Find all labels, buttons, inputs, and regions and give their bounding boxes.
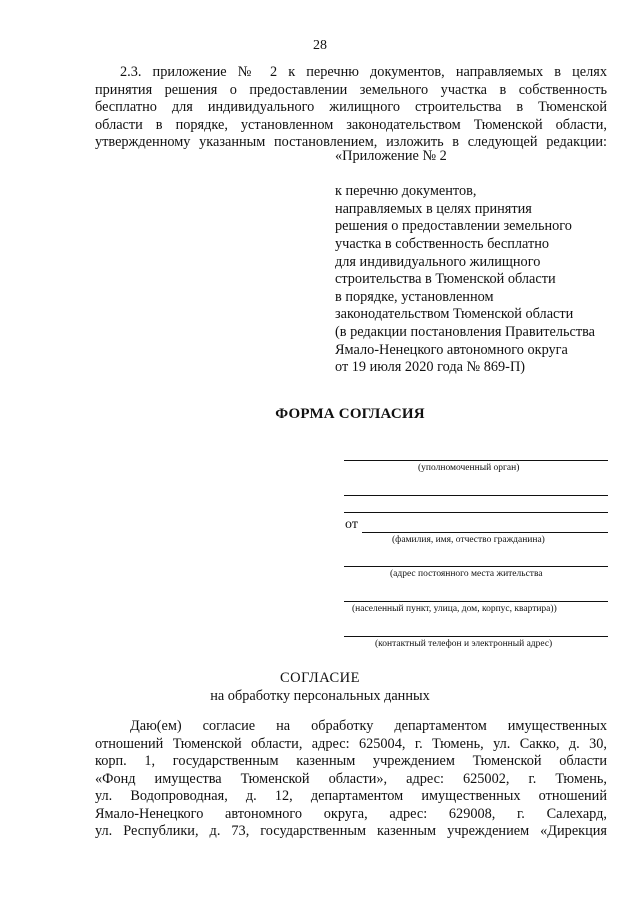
authority-caption: (уполномоченный орган) [418,463,520,473]
appendix-line: участка в собственность бесплатно [335,235,550,252]
consent-subtitle: на обработку персональных данных [210,688,430,704]
appendix-line: направляемых в целях принятия [335,200,532,217]
intro-paragraph [95,64,607,152]
form-title: ФОРМА СОГЛАСИЯ [275,406,425,422]
appendix-line: (в редакции постановления Правительства [335,323,596,340]
consent-line: Даю(ем) согласие на обработку департаментом имущественных [130,718,607,734]
name-line-top[interactable] [344,512,608,513]
appendix-block [335,148,595,377]
appendix-line: законодательством Тюменской области [335,306,574,323]
appendix-line: в порядке, установленном [335,288,494,305]
intro-line: принятия решения о предоставлении земельного участка в собственность [95,81,607,98]
contact-caption: (контактный телефон и электронный адрес) [375,639,553,649]
consent-line: корп. 1, государственным казенным учреждением Тюменской области [95,753,607,769]
consent-line: отношений Тюменской области, адрес: 625004, г. Тюмень, ул. Сакко, д. 30, [95,735,607,752]
consent-line: Ямало-Ненецкого автономного округа, адрес: 629008, г. Салехард, [95,805,607,822]
consent-paragraph [95,718,607,841]
address-detail-caption: (населенный пункт, улица, дом, корпус, квартира)) [352,604,557,614]
page-number: 28 [313,38,327,53]
intro-line: 2.3. приложение № 2 к перечню документов, направляемых в целях [120,64,607,80]
appendix-line: к перечню документов, [335,183,477,200]
appendix-line: от 19 июля 2020 года № 869-П) [335,359,526,376]
appendix-heading: «Приложение № 2 [335,148,447,164]
name-line[interactable] [362,532,608,533]
appendix-line: решения о предоставлении земельного [335,218,572,235]
authority-line[interactable] [344,460,608,461]
appendix-line: строительства в Тюменской области [335,271,556,288]
consent-title: СОГЛАСИЕ [279,670,361,686]
consent-line: «Фонд имущества Тюменской области», адрес: 625002, г. Тюмень, [95,770,607,787]
address-detail-line[interactable] [344,601,608,602]
intro-line: бесплатно для индивидуального жилищного строительства в Тюменской [95,99,607,115]
from-label: от [345,517,358,532]
consent-line: ул. Республики, д. 73, государственным казенным учреждением «Дирекция [95,823,607,839]
intro-line: утвержденному указанным постановлением, изложить в следующей редакции: [95,134,607,150]
address-line[interactable] [344,566,608,567]
address-caption: (адрес постоянного места жительства [390,569,543,579]
appendix-line: для индивидуального жилищного [335,253,541,270]
authority-line-2[interactable] [344,495,608,496]
name-caption: (фамилия, имя, отчество гражданина) [392,535,545,545]
intro-line: области в порядке, установленном законодательством Тюменской области, [95,116,607,133]
appendix-line: Ямало-Ненецкого автономного округа [335,341,568,358]
contact-line[interactable] [344,636,608,637]
consent-line: ул. Водопроводная, д. 12, департаментом имущественных отношений [95,788,607,804]
